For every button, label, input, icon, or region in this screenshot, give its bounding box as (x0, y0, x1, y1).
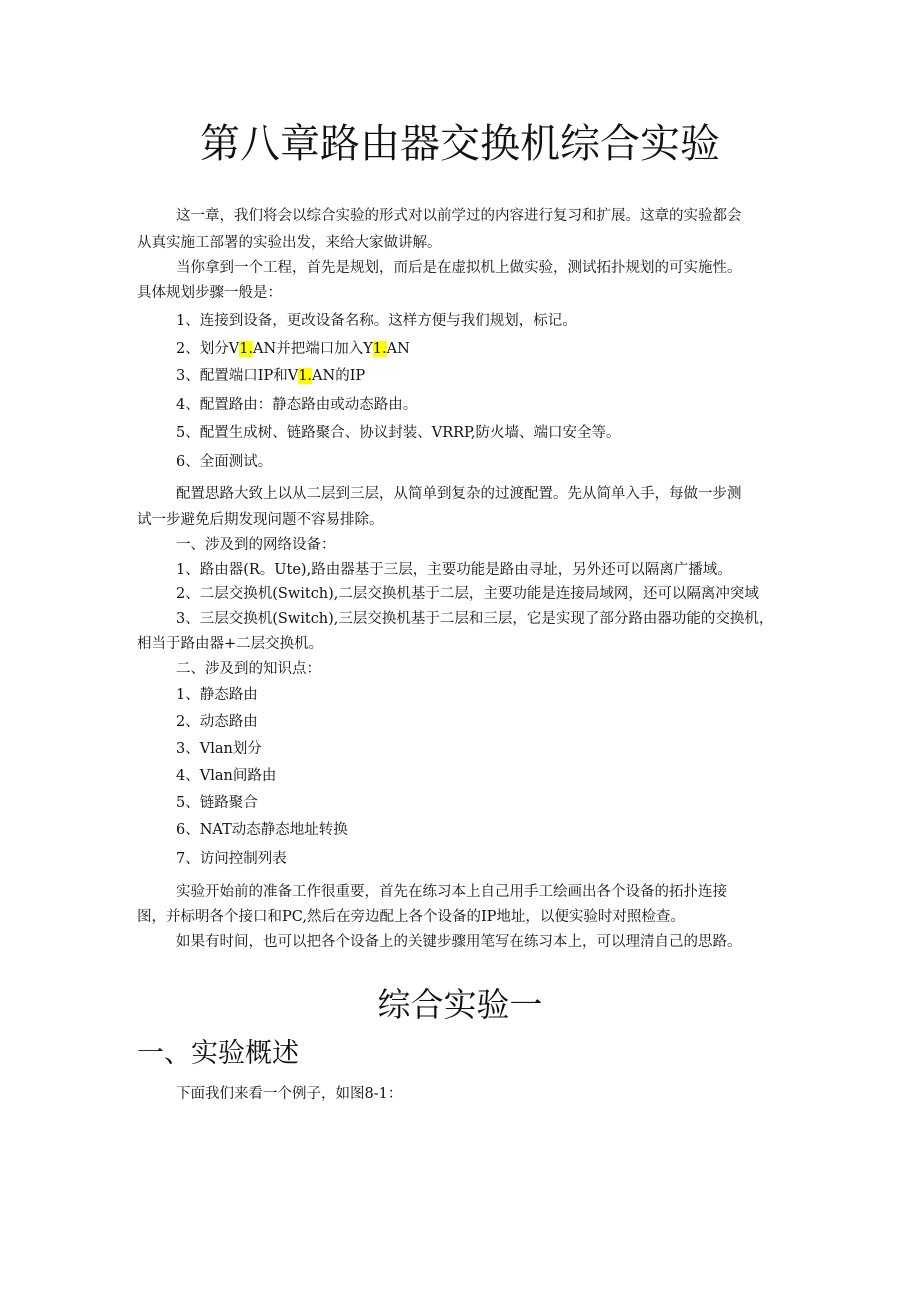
chapter-title: 第八章路由器交换机综合实验 (200, 121, 720, 167)
intro-paragraph-2-line-1: 当你拿到一个工程，首先是规划，而后是在虚拟机上做实验，测试拓扑规划的可实施性。 (176, 260, 742, 276)
step-2-highlight-1: 1. (239, 341, 254, 357)
step-3 (176, 366, 365, 386)
step-3-text-a: 3、配置端口IP和V (176, 368, 299, 384)
intro-paragraph-1-line-2: 从真实施工部署的实验出发，来给大家做讲解。 (137, 235, 442, 251)
knowledge-item-1: 1、静态路由 (176, 687, 258, 703)
step-3-highlight: 1. (298, 368, 313, 384)
knowledge-heading: 二、涉及到的知识点： (176, 661, 321, 677)
section-title: 综合实验一 (377, 985, 543, 1024)
subsection-title: 一、实验概述 (137, 1038, 299, 1069)
knowledge-item-7: 7、访问控制列表 (176, 851, 287, 867)
step-5: 5、配置生成树、链路聚合、协议封装、VRRP,防火墙、端口安全等。 (176, 425, 621, 441)
step-2-highlight-2: 1. (372, 341, 387, 357)
step-2 (176, 339, 410, 359)
knowledge-item-6: 6、NAT动态静态地址转换 (176, 822, 348, 838)
device-2: 2、二层交换机(Switch),二层交换机基于二层，主要功能是连接局域网，还可以隔离冲突域 (176, 586, 759, 602)
step-3-text-b: AN的IP (312, 368, 366, 384)
example-intro: 下面我们来看一个例子，如图8-1： (176, 1086, 403, 1102)
device-1: 1、路由器(R。Ute),路由器基于三层，主要功能是路由寻址，另外还可以隔离广播域。 (176, 562, 732, 578)
approach-line-1: 配置思路大致上以从二层到三层，从简单到复杂的过渡配置。先从简单入手，每做一步测 (176, 486, 742, 502)
step-2-text-b: AN并把端口加入Y (253, 341, 373, 357)
devices-heading: 一、涉及到的网络设备： (176, 537, 336, 553)
step-6: 6、全面测试。 (176, 454, 273, 470)
prep-line-2: 图，并标明各个接口和PC,然后在旁边配上各个设备的IP地址，以便实验时对照检查。 (137, 909, 685, 925)
prep-line-1: 实验开始前的准备工作很重要，首先在练习本上自己用手工绘画出各个设备的拓扑连接 (176, 884, 727, 900)
device-3-line-2: 相当于路由器+二层交换机。 (137, 636, 324, 652)
device-3-line-1: 3、三层交换机(Switch),三层交换机基于二层和三层，它是实现了部分路由器功能的交换机， (176, 611, 774, 627)
prep-line-3: 如果有时间，也可以把各个设备上的关键步骤用笔写在练习本上，可以理清自己的思路。 (176, 934, 742, 950)
step-4: 4、配置路由：静态路由或动态路由。 (176, 397, 418, 413)
step-2-text-c: AN (386, 341, 410, 357)
knowledge-item-5: 5、链路聚合 (176, 795, 258, 811)
step-1: 1、连接到设备，更改设备名称。这样方便与我们规划，标记。 (176, 313, 577, 329)
knowledge-item-4: 4、Vlan间路由 (176, 768, 277, 784)
approach-line-2: 试一步避免后期发现问题不容易排除。 (137, 512, 384, 528)
knowledge-item-3: 3、Vlan划分 (176, 741, 262, 757)
knowledge-item-2: 2、动态路由 (176, 714, 258, 730)
intro-paragraph-2-line-2: 具体规划步骤一般是： (137, 285, 282, 301)
intro-paragraph-1-line-1: 这一章，我们将会以综合实验的形式对以前学过的内容进行复习和扩展。这章的实验都会 (176, 208, 742, 224)
step-2-text-a: 2、划分V (176, 341, 240, 357)
